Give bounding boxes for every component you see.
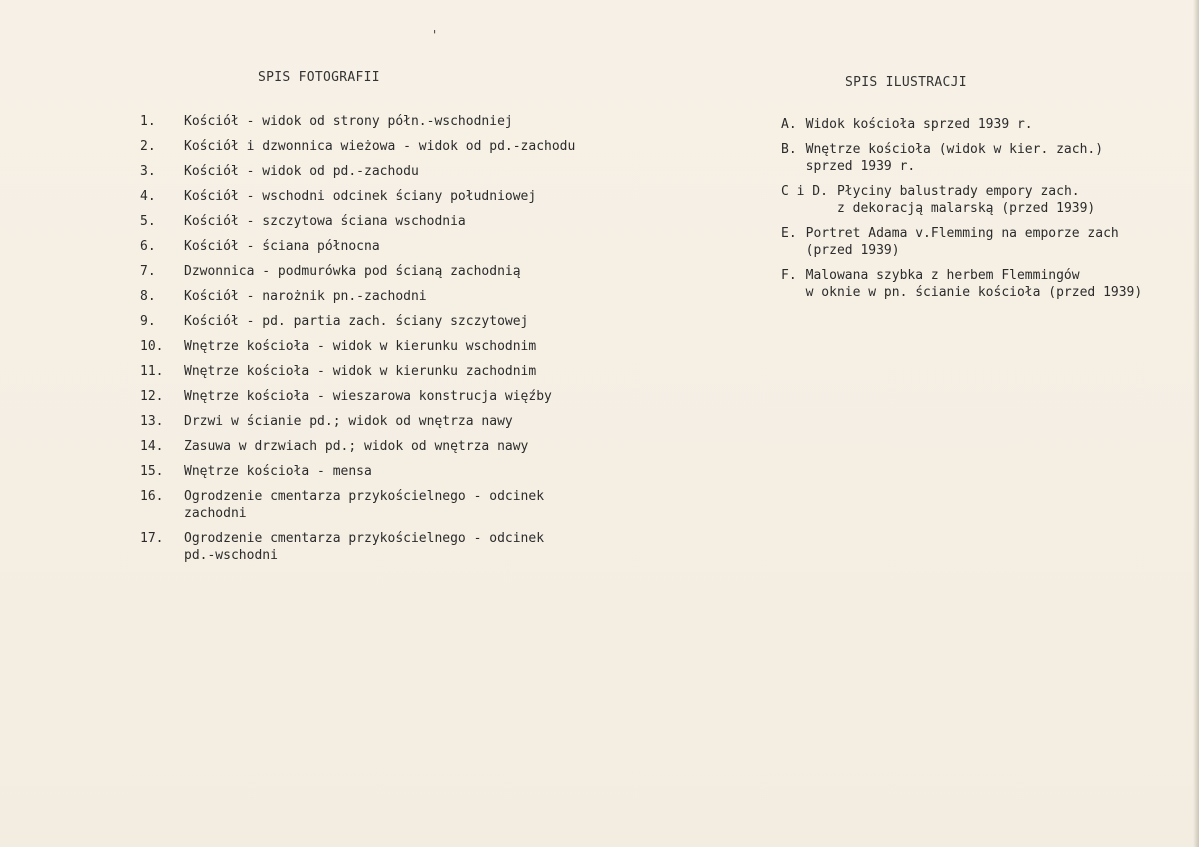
item-text: Kościół - pd. partia zach. ściany szczytowej bbox=[184, 314, 529, 329]
list-item bbox=[140, 113, 640, 130]
item-text: Kościół i dzwonnica wieżowa - widok od pd.-zachodu bbox=[184, 139, 576, 154]
item-text: Wnętrze kościoła - wieszarowa konstrucja więźby bbox=[184, 389, 552, 404]
item-text: Drzwi w ścianie pd.; widok od wnętrza nawy bbox=[184, 414, 513, 429]
list-item bbox=[140, 338, 640, 355]
list-item bbox=[140, 388, 640, 405]
item-number: E. bbox=[781, 226, 797, 241]
item-number: B. bbox=[781, 142, 797, 157]
item-text: Wnętrze kościoła - widok w kierunku wschodnim bbox=[184, 339, 537, 354]
illustrations-list bbox=[781, 116, 1196, 309]
item-number: 2. bbox=[140, 139, 156, 154]
item-number: 16. bbox=[140, 489, 164, 504]
list-item bbox=[781, 225, 1196, 259]
item-text: Wnętrze kościoła - widok w kierunku zachodnim bbox=[184, 364, 537, 379]
ink-mark: ' bbox=[431, 28, 439, 42]
item-number: 8. bbox=[140, 289, 156, 304]
list-item bbox=[140, 488, 640, 522]
list-item bbox=[140, 413, 640, 430]
item-text: Wnętrze kościoła (widok w kier. zach.) sprzed 1939 r. bbox=[805, 142, 1104, 174]
item-number: 13. bbox=[140, 414, 164, 429]
item-text: Widok kościoła sprzed 1939 r. bbox=[805, 117, 1033, 132]
list-item bbox=[781, 183, 1196, 217]
item-text: Portret Adama v.Flemming na emporze zach (przed 1939) bbox=[805, 226, 1119, 258]
list-item bbox=[781, 141, 1196, 175]
list-item bbox=[140, 288, 640, 305]
list-item bbox=[140, 530, 640, 564]
item-number: A. bbox=[781, 117, 797, 132]
item-number: F. bbox=[781, 268, 797, 283]
list-item bbox=[140, 438, 640, 455]
item-text: Kościół - wschodni odcinek ściany południowej bbox=[184, 189, 537, 204]
item-text: Płyciny balustrady empory zach. z dekoracją malarską (przed 1939) bbox=[836, 184, 1096, 216]
item-number: 7. bbox=[140, 264, 156, 279]
item-text: Ogrodzenie cmentarza przykościelnego - odcinek zachodni bbox=[184, 489, 545, 521]
item-number: 15. bbox=[140, 464, 164, 479]
item-number: 4. bbox=[140, 189, 156, 204]
item-number: 1. bbox=[140, 114, 156, 129]
item-text: Kościół - ściana północna bbox=[184, 239, 380, 254]
list-item bbox=[781, 267, 1196, 301]
item-text: Wnętrze kościoła - mensa bbox=[184, 464, 372, 479]
item-number: 5. bbox=[140, 214, 156, 229]
list-item bbox=[140, 463, 640, 480]
item-text: Kościół - widok od strony półn.-wschodniej bbox=[184, 114, 513, 129]
item-number: 14. bbox=[140, 439, 164, 454]
item-text: Dzwonnica - podmurówka pod ścianą zachodnią bbox=[184, 264, 521, 279]
item-text: Kościół - narożnik pn.-zachodni bbox=[184, 289, 427, 304]
list-item bbox=[140, 188, 640, 205]
item-number: 9. bbox=[140, 314, 156, 329]
list-item bbox=[140, 163, 640, 180]
list-item bbox=[140, 263, 640, 280]
list-item bbox=[140, 138, 640, 155]
photos-list bbox=[140, 113, 640, 572]
item-text: Malowana szybka z herbem Flemmingów w oknie w pn. ścianie kościoła (przed 1939) bbox=[805, 268, 1143, 300]
list-item bbox=[140, 238, 640, 255]
list-item bbox=[781, 116, 1196, 133]
item-number: 6. bbox=[140, 239, 156, 254]
item-number: 10. bbox=[140, 339, 164, 354]
list-item bbox=[140, 313, 640, 330]
item-number: 12. bbox=[140, 389, 164, 404]
item-text: Kościół - widok od pd.-zachodu bbox=[184, 164, 419, 179]
item-text: Ogrodzenie cmentarza przykościelnego - odcinek pd.-wschodni bbox=[184, 531, 545, 563]
item-text: Kościół - szczytowa ściana wschodnia bbox=[184, 214, 466, 229]
list-item bbox=[140, 213, 640, 230]
item-text: Zasuwa w drzwiach pd.; widok od wnętrza nawy bbox=[184, 439, 529, 454]
list-item bbox=[140, 363, 640, 380]
illustrations-list-title: SPIS ILUSTRACJI bbox=[845, 75, 967, 90]
item-number: 17. bbox=[140, 531, 164, 546]
item-number: 3. bbox=[140, 164, 156, 179]
item-number: 11. bbox=[140, 364, 164, 379]
photos-list-title: SPIS FOTOGRAFII bbox=[258, 70, 380, 85]
item-number: C i D. bbox=[781, 184, 828, 199]
